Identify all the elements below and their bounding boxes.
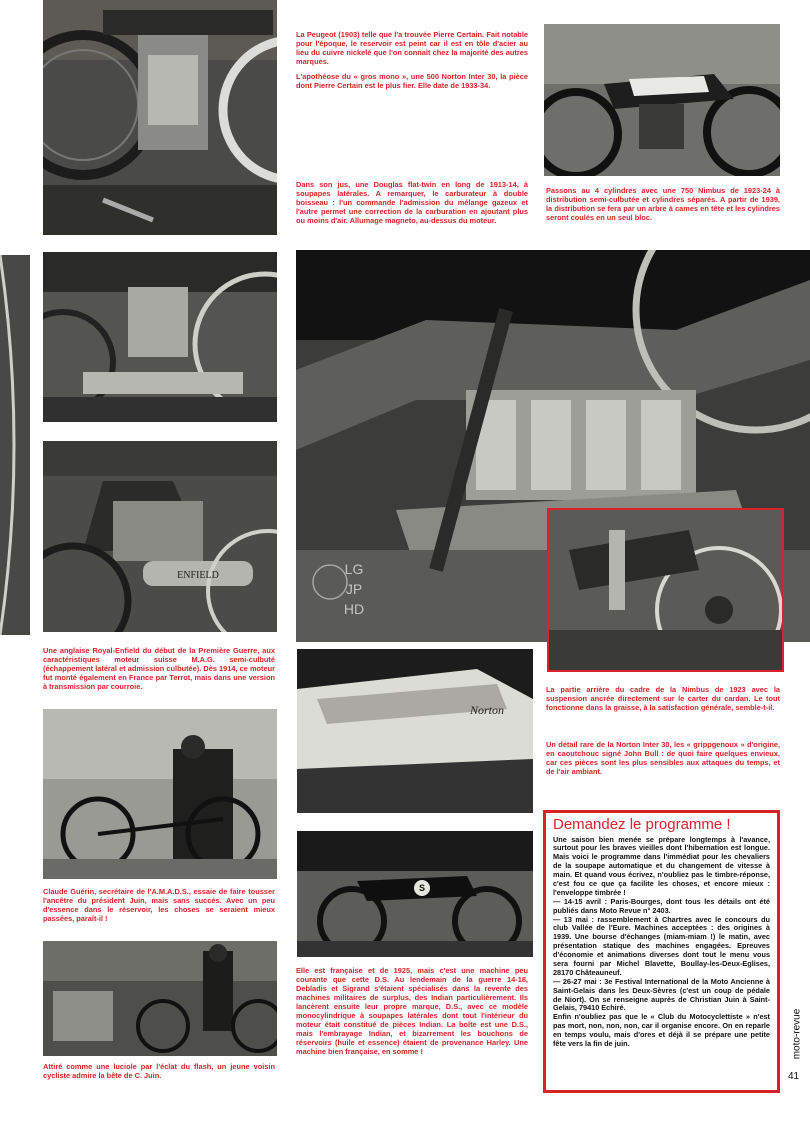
programme-outro: Enfin n'oubliez pas que le « Club du Motocyclettiste » n'est pas mort, non, non, non, car il organise encore. On en reparle en temps voulu, mais d'ores et déjà il se prépare une petite fête vers la fin de juin. [553, 1012, 770, 1048]
programme-title: Demandez le programme ! [553, 816, 731, 833]
photo-norton-tank-detail [297, 649, 533, 813]
watermark-stamp [310, 552, 372, 632]
photo-royal-enfield [43, 441, 277, 632]
photo-nimbus-rear [547, 508, 784, 672]
page-number: 41 [788, 1071, 800, 1082]
svg-text:LG: LG [344, 561, 364, 577]
caption-royal-enfield: Une anglaise Royal-Enfield du début de la Première Guerre, aux caractéristiques moteur suisse M.A.G. semi-culbuté (échappement latéral et admission culbutée). Dès 1914, ce moteur fut monté également en France par Terrot, mais dans une version à transmission par courroie. [43, 646, 275, 692]
caption-norton-mono: L'apothéose du « gros mono », une 500 Norton Inter 30, la pièce dont Pierre Certain est le plus fier. Elle date de 1933-34. [296, 72, 528, 91]
caption-ds-1925: Elle est française et de 1925, mais c'est une machine peu courante que cette D.S. Au lendemain de la guerre 14-18, Debladis et Sigrand s'étaient spécialisés dans la revente des machines militaires de surplus, des Indian particulièrement. Ils lancèrent ensuite leur propre marque, D.S., avec ce modèle monocylindrique à soupapes latérales dont tout l'intérieur du moteur était constitué de pièces Indian. La boîte est une D.S., mais l'embrayage Indian, et bizarrement les bouchons de réservoirs (huile et essence) étaient de provenance Harley. Une machine bien française, en somme ! [296, 966, 528, 1057]
programme-intro: Une saison bien menée se prépare longtemps à l'avance, surtout pour les braves vieilles dont l'hibernation est longue. Mais voici le programme dans l'immédiat pour les chevaliers de la soupape automatique et du changement de vitesse à main. Et quand vous écrivez, n'oubliez pas le timbre-réponse, c'est fou ce que ça facilite les choses, et encore mieux : l'enveloppe timbrée ! [553, 834, 770, 897]
svg-text:JP: JP [345, 581, 363, 597]
photo-douglas-flat-twin [43, 252, 277, 422]
programme-item-paris-bourges: — 14-15 avril : Paris-Bourges, dont tous les détails ont été publiés dans Moto Revue n° 2403. [553, 896, 770, 915]
svg-text:HD: HD [343, 601, 365, 617]
photo-ds-1925 [297, 831, 533, 957]
caption-nimbus-rear: La partie arrière du cadre de la Nimbus de 1923 avec la suspension ancrée directement sur le carter du cardan. Le tout fonctionne dans la graisse, à la satisfaction générale, semble-t-il. [546, 685, 780, 713]
caption-peugeot-norton [296, 30, 528, 96]
caption-norton-detail: Un détail rare de la Norton Inter 30, les « grippgenoux » d'origine, en caoutchouc signé John Bull : de quoi faire quelques envieux, car ces pièces sont les plus sensibles aux attaques du temps, et de l'air ambiant. [546, 740, 780, 777]
programme-item-saint-gelais: — 26-27 mai : 3e Festival International de la Moto Ancienne à Saint-Gelais dans les Deux-Sèvres (c'est un coup de pédale de Niort). On se renseigne auprès de Christian Juin à Saint-Gelais, 79410 Echiré. [553, 976, 770, 1013]
caption-claude-guerin: Claude Guérin, secrétaire de l'A.M.A.D.S., essaie de faire tousser l'ancêtre du président Juin, mais sans succès. Avec un peu d'essence dans le réservoir, les choses se seraient mieux passées, paraît-il ! [43, 887, 275, 924]
tank-logo-ds: S [418, 883, 426, 893]
caption-young-cyclist: Attiré comme une luciole par l'éclat du flash, un jeune voisin cycliste admire la bête de C. Juin. [43, 1062, 275, 1081]
photo-young-cyclist [43, 941, 277, 1056]
programme-item-chartres: — 13 mai : rassemblement à Chartres avec le concours du club Vallée de l'Eure. Machines acceptées : des origines à 1939. Une bourse d'échanges (miam-miam !) le matin, avec présentation statique des machines engagées. Epreuves d'économie et animations diverses dont tout le menu vous sera fourni par Michel Blavette, Boullay-les-Deux-Eglises, 28170 Châteauneuf. [553, 914, 770, 977]
programme-box [543, 810, 780, 1093]
photo-claude-guerin [43, 709, 277, 879]
tank-logo-norton: Norton [469, 703, 505, 717]
caption-nimbus: Passons au 4 cylindres avec une 750 Nimbus de 1923-24 à distribution semi-culbutée et cylindres séparés. A partir de 1939, la distribution se fera par un arbre à cames en tête et les cylindres seront coulés en un seul bloc. [546, 186, 780, 223]
photo-norton-inter-30 [544, 24, 780, 176]
magazine-name: moto-revue [791, 1008, 803, 1060]
photo-peugeot-1903 [43, 0, 277, 235]
caption-douglas: Dans son jus, une Douglas flat-twin en long de 1913-14, à soupapes latérales. A remarquer, le carburateur à double boisseau : l'un commande l'admission du mélange gazeux et l'autre permet une correction de la carburation en ajoutant plus ou moins d'air. Allumage magneto, au-dessus du moteur. [296, 180, 528, 226]
tank-logo-enfield: ENFIELD [177, 570, 219, 581]
caption-peugeot: La Peugeot (1903) telle que l'a trouvée Pierre Certain. Fait notable pour l'époque, le reservoir est peint car il est en tôle d'acier au lieu du cuivre nickelé que l'on connaît chez la majorité des autres marques. [296, 30, 528, 67]
photo-left-edge-wheel [0, 255, 30, 635]
